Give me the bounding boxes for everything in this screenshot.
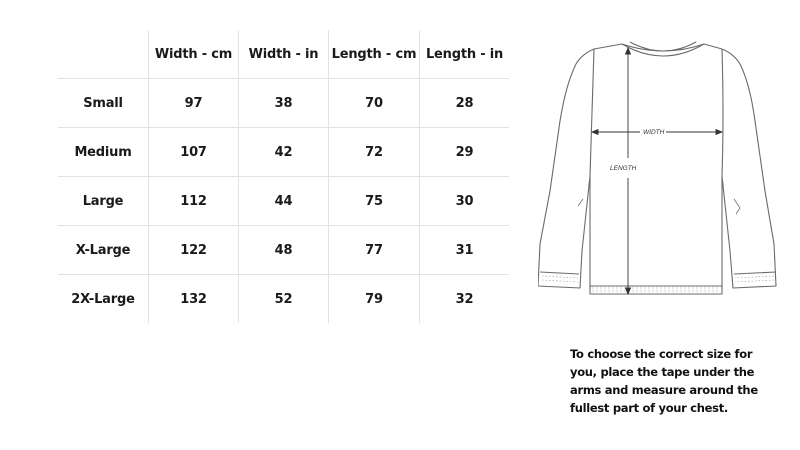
- cell-width-in: 52: [239, 275, 329, 324]
- cell-length-cm: 72: [329, 128, 420, 177]
- table-row: [58, 226, 509, 275]
- length-label: LENGTH: [610, 165, 637, 172]
- size-label: 2X-Large: [58, 275, 149, 324]
- table-row: [58, 177, 509, 226]
- shirt-measurement-diagram: [538, 36, 788, 316]
- header-length-cm: Length - cm: [329, 30, 420, 79]
- corner-cell: [58, 30, 149, 79]
- header-width-cm: Width - cm: [149, 30, 239, 79]
- cell-length-in: 32: [420, 275, 510, 324]
- cell-length-in: 31: [420, 226, 510, 275]
- cell-length-cm: 75: [329, 177, 420, 226]
- cell-width-cm: 122: [149, 226, 239, 275]
- cell-length-cm: 70: [329, 79, 420, 128]
- table-row: [58, 128, 509, 177]
- collar: [622, 44, 704, 56]
- header-row: [58, 30, 509, 79]
- cell-width-in: 48: [239, 226, 329, 275]
- measuring-instructions: To choose the correct size for you, place the tape under the arms and measure around the fullest part of your chest.: [570, 347, 758, 415]
- size-label: Large: [58, 177, 149, 226]
- cell-width-in: 42: [239, 128, 329, 177]
- cell-width-cm: 112: [149, 177, 239, 226]
- cell-width-cm: 107: [149, 128, 239, 177]
- cell-length-cm: 77: [329, 226, 420, 275]
- cell-length-in: 28: [420, 79, 510, 128]
- size-label: X-Large: [58, 226, 149, 275]
- cell-width-in: 38: [239, 79, 329, 128]
- cell-width-cm: 132: [149, 275, 239, 324]
- cell-width-in: 44: [239, 177, 329, 226]
- size-label: Small: [58, 79, 149, 128]
- table-row: [58, 275, 509, 324]
- shirt-outline: [538, 44, 776, 294]
- cell-width-cm: 97: [149, 79, 239, 128]
- header-length-in: Length - in: [420, 30, 510, 79]
- cell-length-in: 29: [420, 128, 510, 177]
- header-width-in: Width - in: [239, 30, 329, 79]
- cell-length-cm: 79: [329, 275, 420, 324]
- width-label: WIDTH: [643, 129, 665, 136]
- cell-length-in: 30: [420, 177, 510, 226]
- table-row: [58, 79, 509, 128]
- size-chart-table: [58, 30, 509, 323]
- size-label: Medium: [58, 128, 149, 177]
